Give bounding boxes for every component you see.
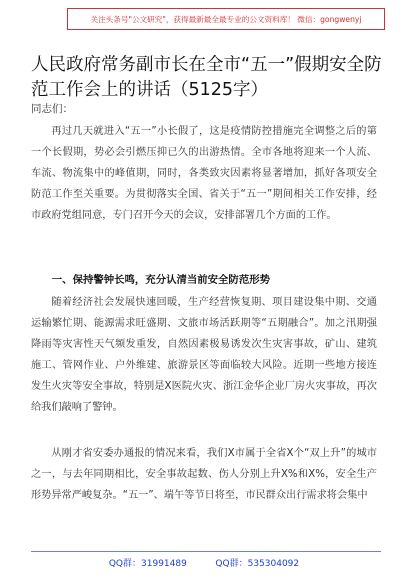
paragraph-3-text: 从刚才省安委办通报的情况来看，我们X市属于全省X个“双上升”的城市之一，与去年同期相比，安全事故起数、伤人分别上升X%和X%，安全生产形势异常严峻复杂。“五一”、端午等节日将至，市民群众出行需求将会集中 [31, 448, 377, 501]
footer-qq-groups: QQ群：31991489 QQ群：535304092 [108, 559, 300, 569]
paragraph-1-text: 再过几天就进入“五一”小长假了，这是疫情防控措施完全调整之后的第一个长假期，势必会引燃压抑已久的出游热情。全市各地将迎来一个人流、车流、物流集中的峰值期，同时，各类致灾因素将显著增加，抓好各项安全防范工作至关重要。为贯彻落实全国、省关于“五一”期间相关工作安排，经市政府党组同意，专门召开今天的会议，安排部署几个方面的工作。 [31, 126, 377, 221]
paragraph-1 [31, 121, 377, 226]
paragraph-2 [31, 292, 377, 418]
document-title: 人民政府常务副市长在全市“五一”假期安全防范工作会上的讲话（5125字） [31, 55, 382, 100]
paragraph-2-text: 随着经济社会发展快速回暖，生产经营恢复期、项目建设集中期、交通运输繁忙期、能源需求旺盛期、文旅市场活跃期等“五期融合”。加之汛期强降雨等灾害性天气频发重发，自然因素极易诱发次生灾害事故，矿山、建筑施工、管网作业、户外维建、旅游景区等面临较大风险。近期一些地方接连发生火灾等安全事故，特别是X医院火灾、浙江金华企业厂房火灾事故，再次给我们敲响了警钟。 [31, 297, 377, 413]
header-notice [67, 8, 385, 30]
header-notice-text: 关注头条号"公文研究"，获得最新最全最专业的公文资料库！ 微信：gongwenyj [90, 14, 362, 24]
footer-divider [31, 551, 381, 552]
greeting: 同志们： [31, 103, 73, 115]
paragraph-3 [31, 443, 377, 506]
section-heading-1: 一、保持警钟长鸣，充分认清当前安全防范形势 [51, 274, 270, 286]
